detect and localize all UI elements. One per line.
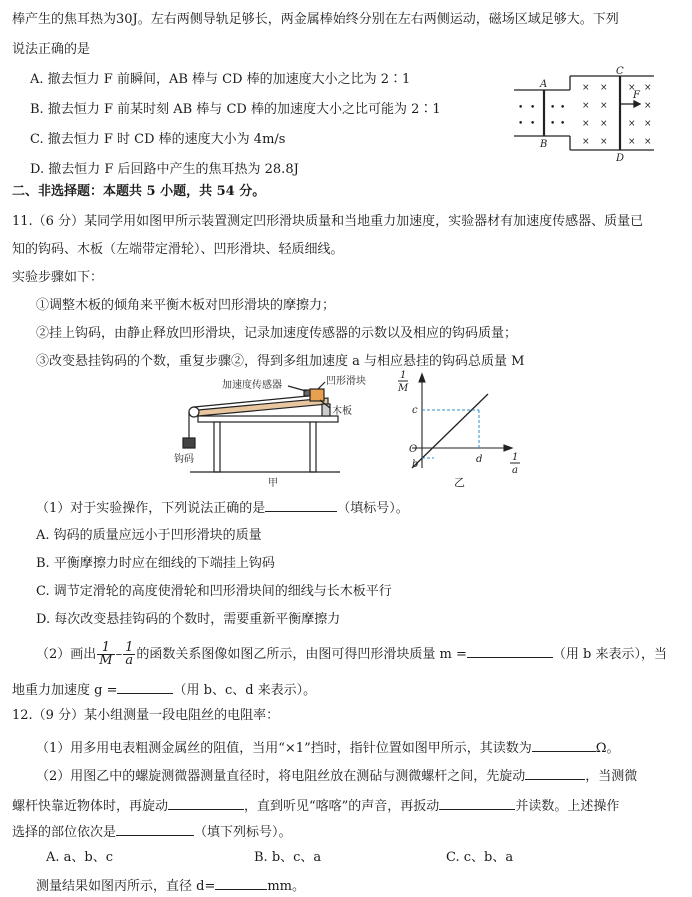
q11-step-2: ②挂上钩码，由静止释放凹形滑块，记录加速度传感器的示数以及相应的钩码质量；: [36, 326, 518, 341]
svg-text:×: ×: [644, 137, 652, 147]
answer-blank-mass[interactable]: [467, 644, 553, 658]
q12-sub2-line2: 螺杆快靠近物体时，再旋动 ，直到听见“喀喀”的声音，再扳动 并读数。上述操作: [12, 796, 619, 815]
y-axis-den: M: [398, 383, 409, 394]
svg-text:×: ×: [600, 83, 608, 93]
answer-blank-q11-1[interactable]: [265, 498, 337, 512]
svg-text:×: ×: [644, 101, 652, 111]
svg-text:×: ×: [644, 83, 652, 93]
answer-blank-resistance[interactable]: [532, 738, 596, 752]
label-F: F: [633, 90, 640, 101]
svg-text:×: ×: [628, 137, 636, 147]
board-label: 木板: [332, 406, 352, 417]
q11-step-1: ①调整木板的倾角来平衡木板对凹形滑块的摩擦力；: [36, 298, 336, 313]
q12-line1: 12.（9 分）某小组测量一段电阻丝的电阻率：: [12, 708, 280, 723]
svg-text:×: ×: [628, 83, 636, 93]
svg-text:×: ×: [600, 119, 608, 129]
fig-jia-caption: 甲: [268, 478, 278, 489]
fraction-1-over-a: $\frac{1}{a}$: [125, 640, 134, 668]
q11-line2: 知的钩码、木板（左端带定滑轮）、凹形滑块、轻质细线。: [12, 242, 344, 257]
q12-sub2-line3: 选择的部位依次是 （填下列标号）。: [12, 822, 292, 841]
svg-text:•: •: [518, 119, 524, 129]
rails-magnetic-field-figure: [510, 64, 660, 162]
label-c: c: [412, 405, 418, 416]
q11-sub2-line2: 地重力加速度 g = （用 b、c、d 来表示）。: [12, 680, 316, 699]
apparatus-figure-jia: [170, 372, 370, 490]
svg-text:•: •: [550, 119, 556, 129]
q11-steps-title: 实验步骤如下：: [12, 270, 104, 285]
answer-blank-part-2[interactable]: [168, 796, 244, 810]
svg-text:•: •: [560, 119, 566, 129]
svg-text:×: ×: [582, 137, 590, 147]
label-A: A: [540, 79, 548, 90]
x-axis-num: 1: [512, 452, 519, 463]
q10-option-c: C. 撤去恒力 F 时 CD 棒的速度大小为 4m/s: [30, 132, 286, 147]
origin-label: O: [409, 444, 418, 455]
fraction-1-over-M: $\frac{1}{M}$: [99, 640, 113, 668]
svg-text:•: •: [530, 103, 536, 113]
q10-option-d: D. 撤去恒力 F 后回路中产生的焦耳热为 28.8J: [30, 162, 299, 177]
label-B: B: [540, 139, 548, 150]
answer-blank-part-3[interactable]: [439, 796, 515, 810]
svg-text:×: ×: [582, 83, 590, 93]
q11-step-3: ③改变悬挂钩码的个数，重复步骤②，得到多组加速度 a 与相应悬挂的钩码总质量 M: [36, 354, 525, 369]
svg-text:×: ×: [582, 119, 590, 129]
q11-sub1-option-a: A. 钩码的质量应远小于凹形滑块的质量: [36, 528, 262, 543]
q12-choice-c: C. c、b、a: [446, 850, 514, 865]
q10-intro-line1: 棒产生的焦耳热为30J。左右两侧导轨足够长，两金属棒始终分别在左右两侧运动，磁场区域足够大。下列: [12, 12, 619, 27]
label-D: D: [616, 153, 625, 162]
sensor-label: 加速度传感器: [222, 380, 282, 391]
x-axis-den: a: [512, 465, 518, 476]
svg-text:×: ×: [600, 137, 608, 147]
answer-blank-order[interactable]: [116, 822, 194, 836]
q10-intro-line2: 说法正确的是: [12, 42, 91, 57]
q11-sub2-line1: （2）画出 $\frac{1}{M}$ – $\frac{1}{a}$ 的函数关系图像如图乙所示，由图可得凹形滑块质量 m = （用 b 来表示），当: [36, 640, 667, 668]
block-label: 凹形滑块: [326, 376, 366, 387]
q10-option-b: B. 撤去恒力 F 前某时刻 AB 棒与 CD 棒的加速度大小之比可能为 2∶1: [30, 102, 441, 117]
svg-text:×: ×: [644, 119, 652, 129]
hook-mass-label: 钩码: [174, 454, 194, 465]
answer-blank-part-1[interactable]: [525, 766, 585, 780]
svg-text:•: •: [550, 103, 556, 113]
q11-sub1-option-b: B. 平衡摩擦力时应在细线的下端挂上钩码: [36, 556, 275, 571]
label-C: C: [616, 66, 624, 77]
fig-yi-caption: 乙: [454, 476, 465, 489]
svg-text:•: •: [530, 119, 536, 129]
svg-text:×: ×: [600, 101, 608, 111]
q11-sub1-option-c: C. 调节定滑轮的高度使滑轮和凹形滑块间的细线与长木板平行: [36, 584, 392, 599]
label-d: d: [476, 454, 483, 465]
svg-text:×: ×: [582, 101, 590, 111]
section-heading: 二、非选择题：本题共 5 小题，共 54 分。: [12, 184, 266, 199]
svg-text:×: ×: [628, 119, 636, 129]
q12-choice-b: B. b、c、a: [254, 850, 322, 865]
answer-blank-diameter[interactable]: [215, 876, 267, 890]
graph-figure-yi: [392, 368, 528, 490]
q11-sub1: （1）对于实验操作，下列说法正确的是 （填标号）。: [36, 498, 409, 517]
q12-choice-a: A. a、b、c: [46, 850, 114, 865]
q12-sub1: （1）用多用电表粗测金属丝的阻值，当用“×1”挡时，指针位置如图甲所示，其读数为 Ω。: [36, 738, 620, 757]
q11-sub1-option-d: D. 每次改变悬挂钩码的个数时，需要重新平衡摩擦力: [36, 612, 341, 627]
y-axis-num: 1: [400, 370, 407, 381]
answer-blank-gravity[interactable]: [117, 680, 173, 694]
svg-text:•: •: [560, 103, 566, 113]
q10-option-a: A. 撤去恒力 F 前瞬间，AB 棒与 CD 棒的加速度大小之比为 2∶1: [30, 72, 411, 87]
label-b: b: [412, 459, 419, 470]
q11-line1: 11.（6 分）某同学用如图甲所示装置测定凹形滑块质量和当地重力加速度，实验器材有加速度传感器、质量已: [12, 214, 644, 229]
svg-text:•: •: [518, 103, 524, 113]
q12-measure: 测量结果如图丙所示，直径 d= mm。: [36, 876, 305, 895]
q12-sub2-line1: （2）用图乙中的螺旋测微器测量直径时，将电阻丝放在测砧与测微螺杆之间，先旋动 ，当测微: [36, 766, 637, 785]
